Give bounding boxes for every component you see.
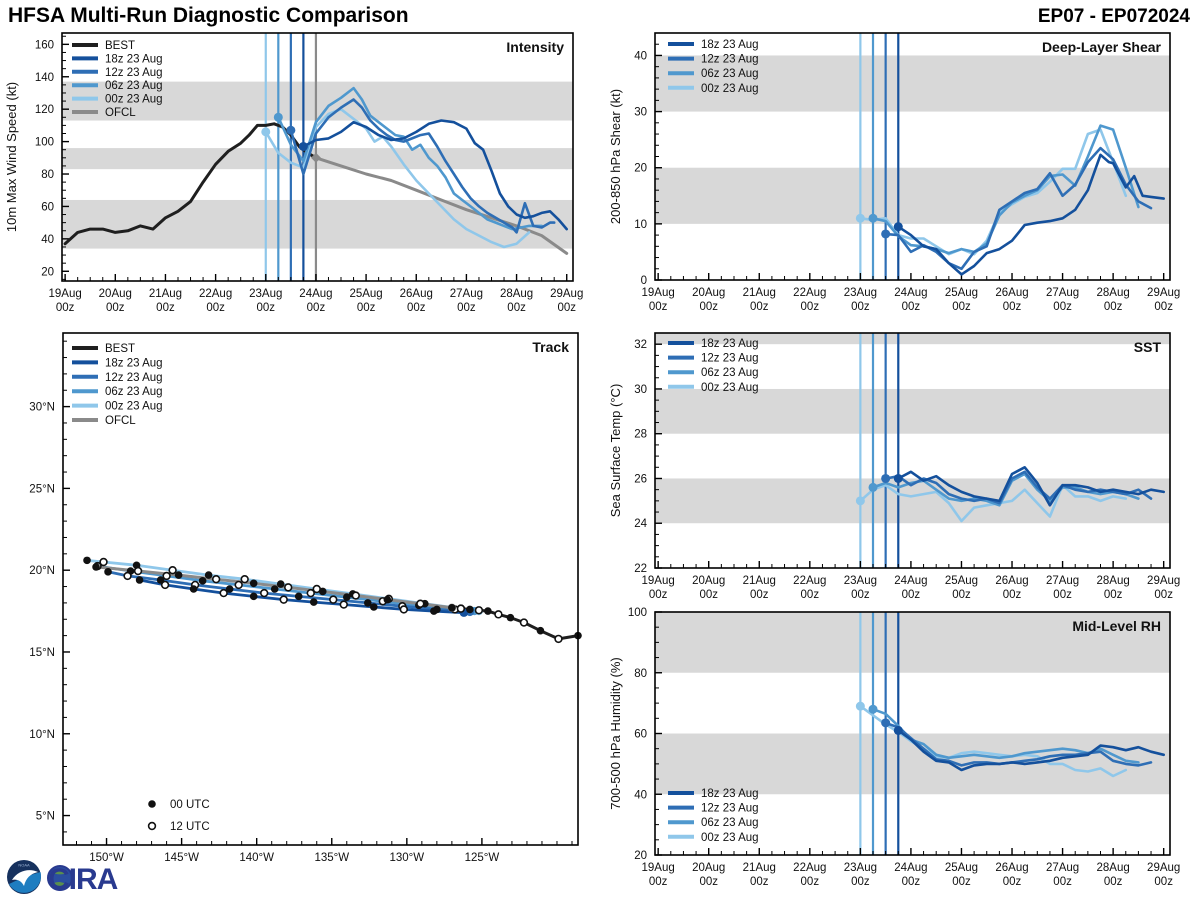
svg-text:26Aug: 26Aug <box>995 862 1029 874</box>
svg-text:00z: 00z <box>1053 589 1072 601</box>
svg-text:125°W: 125°W <box>464 852 500 864</box>
svg-text:10°N: 10°N <box>29 728 55 741</box>
svg-text:20: 20 <box>634 850 647 862</box>
svg-text:135°W: 135°W <box>314 852 350 864</box>
svg-text:20: 20 <box>41 266 54 279</box>
svg-text:0: 0 <box>640 275 647 287</box>
svg-text:00z: 00z <box>952 301 971 313</box>
svg-text:22Aug: 22Aug <box>198 288 233 300</box>
cira-logo <box>48 863 118 896</box>
svg-text:00z: 00z <box>507 302 526 314</box>
svg-text:00z: 00z <box>1053 876 1072 888</box>
footer-logos <box>4 856 164 898</box>
svg-text:Deep-Layer Shear: Deep-Layer Shear <box>1041 39 1161 55</box>
svg-text:00z: 00z <box>1154 301 1173 313</box>
svg-text:00z 23 Aug: 00z 23 Aug <box>701 82 759 95</box>
svg-text:21Aug: 21Aug <box>742 575 776 587</box>
svg-text:19Aug: 19Aug <box>641 575 675 587</box>
svg-text:28Aug: 28Aug <box>1096 575 1130 587</box>
svg-text:00z: 00z <box>356 302 376 314</box>
svg-text:15°N: 15°N <box>29 646 55 659</box>
svg-text:24Aug: 24Aug <box>894 862 928 874</box>
svg-text:00z: 00z <box>1002 301 1022 313</box>
svg-text:22Aug: 22Aug <box>793 287 827 299</box>
svg-text:BEST: BEST <box>105 40 136 52</box>
svg-text:19Aug: 19Aug <box>641 287 675 299</box>
svg-text:100: 100 <box>34 136 54 149</box>
svg-text:20Aug: 20Aug <box>98 288 132 300</box>
svg-text:30: 30 <box>634 383 647 396</box>
svg-text:00z: 00z <box>851 589 870 601</box>
rh-panel <box>608 607 1180 888</box>
shear-panel <box>608 33 1180 313</box>
svg-text:20Aug: 20Aug <box>692 862 726 874</box>
svg-text:00z 23 Aug: 00z 23 Aug <box>701 381 759 394</box>
svg-text:00z: 00z <box>800 589 820 601</box>
svg-text:00z: 00z <box>699 876 718 888</box>
svg-text:21Aug: 21Aug <box>148 288 183 300</box>
intensity-panel <box>4 33 583 314</box>
rh-legend <box>668 788 759 844</box>
svg-text:06z 23 Aug: 06z 23 Aug <box>105 386 163 399</box>
svg-text:Track: Track <box>532 339 569 355</box>
svg-text:27Aug: 27Aug <box>1045 575 1080 587</box>
svg-text:25Aug: 25Aug <box>944 862 979 874</box>
svg-text:24Aug: 24Aug <box>894 287 928 299</box>
svg-text:24Aug: 24Aug <box>894 575 928 587</box>
svg-text:20°N: 20°N <box>29 565 55 578</box>
svg-text:06z 23 Aug: 06z 23 Aug <box>701 68 759 81</box>
svg-text:30°N: 30°N <box>29 401 55 414</box>
svg-text:22: 22 <box>634 563 647 575</box>
svg-text:00z: 00z <box>699 589 718 601</box>
svg-text:BEST: BEST <box>105 343 136 355</box>
svg-text:00z 23 Aug: 00z 23 Aug <box>701 831 759 844</box>
svg-text:22Aug: 22Aug <box>793 575 827 587</box>
svg-text:26Aug: 26Aug <box>995 287 1029 299</box>
svg-text:00z: 00z <box>1002 589 1022 601</box>
svg-text:21Aug: 21Aug <box>742 862 776 874</box>
svg-text:12 UTC: 12 UTC <box>170 821 210 833</box>
svg-text:23Aug: 23Aug <box>843 575 878 587</box>
svg-text:00z: 00z <box>648 876 668 888</box>
svg-text:160: 160 <box>34 39 54 52</box>
svg-text:21Aug: 21Aug <box>742 287 776 299</box>
svg-text:00 UTC: 00 UTC <box>170 799 210 811</box>
svg-text:00z: 00z <box>749 589 769 601</box>
svg-text:24: 24 <box>634 518 647 531</box>
svg-text:30: 30 <box>634 106 647 119</box>
svg-text:25Aug: 25Aug <box>944 287 979 299</box>
svg-text:60: 60 <box>41 201 54 214</box>
svg-text:18z 23 Aug: 18z 23 Aug <box>701 39 759 51</box>
svg-text:26Aug: 26Aug <box>995 575 1029 587</box>
svg-text:29Aug: 29Aug <box>1147 575 1181 587</box>
svg-text:140: 140 <box>34 71 54 84</box>
svg-text:00z: 00z <box>901 301 921 313</box>
svg-text:25Aug: 25Aug <box>944 575 979 587</box>
svg-text:00z: 00z <box>206 302 225 314</box>
svg-text:24Aug: 24Aug <box>299 288 333 300</box>
svg-text:00z: 00z <box>457 302 476 314</box>
svg-text:Mid-Level RH: Mid-Level RH <box>1072 618 1161 634</box>
svg-text:00z: 00z <box>851 301 870 313</box>
svg-text:00z: 00z <box>306 302 326 314</box>
svg-text:145°W: 145°W <box>164 852 199 864</box>
svg-text:23Aug: 23Aug <box>843 862 878 874</box>
svg-text:12z 23 Aug: 12z 23 Aug <box>105 371 163 384</box>
svg-text:00z: 00z <box>55 302 75 314</box>
svg-text:00z: 00z <box>648 301 668 313</box>
svg-text:28Aug: 28Aug <box>499 288 534 300</box>
svg-text:00z: 00z <box>749 301 769 313</box>
svg-text:20Aug: 20Aug <box>692 575 726 587</box>
svg-text:00z: 00z <box>952 589 971 601</box>
svg-text:18z 23 Aug: 18z 23 Aug <box>105 357 163 370</box>
svg-text:19Aug: 19Aug <box>48 288 82 300</box>
svg-text:00z: 00z <box>156 302 175 314</box>
svg-text:12z 23 Aug: 12z 23 Aug <box>701 53 759 66</box>
svg-text:00z: 00z <box>1053 301 1072 313</box>
svg-text:00z 23 Aug: 00z 23 Aug <box>105 400 163 413</box>
svg-text:40: 40 <box>41 233 54 246</box>
svg-text:00z: 00z <box>648 589 668 601</box>
svg-text:06z 23 Aug: 06z 23 Aug <box>105 80 163 93</box>
svg-text:00z 23 Aug: 00z 23 Aug <box>105 93 163 106</box>
svg-text:00z: 00z <box>851 876 870 888</box>
svg-text:00z: 00z <box>557 302 577 314</box>
svg-text:00z: 00z <box>406 302 426 314</box>
sst-panel <box>608 333 1180 601</box>
svg-text:5°N: 5°N <box>35 810 55 823</box>
page-title: HFSA Multi-Run Diagnostic Comparison <box>8 4 409 27</box>
svg-text:00z: 00z <box>1154 589 1173 601</box>
svg-text:26: 26 <box>634 473 647 486</box>
sst-legend <box>668 338 759 394</box>
svg-text:06z 23 Aug: 06z 23 Aug <box>701 367 759 380</box>
cira-logo-text: CIRA <box>48 863 118 896</box>
svg-text:23Aug: 23Aug <box>843 287 878 299</box>
svg-text:00z: 00z <box>800 876 820 888</box>
svg-text:20: 20 <box>634 162 647 175</box>
svg-text:32: 32 <box>634 339 647 352</box>
svg-text:18z 23 Aug: 18z 23 Aug <box>701 338 759 350</box>
svg-text:27Aug: 27Aug <box>449 288 484 300</box>
svg-text:60: 60 <box>634 728 647 741</box>
svg-text:80: 80 <box>634 667 647 680</box>
utc-marker-legend <box>148 799 209 833</box>
svg-text:10: 10 <box>634 218 647 231</box>
svg-text:28Aug: 28Aug <box>1096 862 1130 874</box>
svg-text:140°W: 140°W <box>239 852 275 864</box>
svg-text:100: 100 <box>627 607 647 619</box>
svg-text:Sea Surface Temp (°C): Sea Surface Temp (°C) <box>608 383 623 518</box>
svg-text:26Aug: 26Aug <box>399 288 433 300</box>
svg-text:00z: 00z <box>901 589 921 601</box>
svg-text:20Aug: 20Aug <box>692 287 726 299</box>
svg-text:28: 28 <box>634 428 647 441</box>
svg-text:27Aug: 27Aug <box>1045 862 1080 874</box>
svg-text:12z 23 Aug: 12z 23 Aug <box>701 802 759 815</box>
svg-text:40: 40 <box>634 50 647 63</box>
svg-text:00z: 00z <box>1103 876 1123 888</box>
svg-text:00z: 00z <box>800 301 820 313</box>
svg-text:00z: 00z <box>1002 876 1022 888</box>
svg-text:00z: 00z <box>901 876 921 888</box>
track-legend <box>72 343 163 427</box>
svg-text:18z 23 Aug: 18z 23 Aug <box>105 53 163 66</box>
svg-text:200-850 hPa Shear (kt): 200-850 hPa Shear (kt) <box>608 88 623 225</box>
svg-text:18z 23 Aug: 18z 23 Aug <box>701 788 759 800</box>
svg-text:23Aug: 23Aug <box>249 288 283 300</box>
svg-text:00z: 00z <box>952 876 971 888</box>
svg-text:27Aug: 27Aug <box>1045 287 1080 299</box>
svg-text:NOAA: NOAA <box>18 862 30 868</box>
svg-text:29Aug: 29Aug <box>550 288 584 300</box>
svg-text:25Aug: 25Aug <box>349 288 383 300</box>
svg-text:700-500 hPa Humidity (%): 700-500 hPa Humidity (%) <box>608 657 623 810</box>
svg-text:25°N: 25°N <box>29 483 55 496</box>
svg-text:00z: 00z <box>1103 589 1123 601</box>
svg-text:00z: 00z <box>749 876 769 888</box>
svg-text:OFCL: OFCL <box>105 107 136 119</box>
svg-text:OFCL: OFCL <box>105 415 136 427</box>
svg-text:22Aug: 22Aug <box>793 862 827 874</box>
svg-text:29Aug: 29Aug <box>1147 862 1181 874</box>
svg-text:SST: SST <box>1133 339 1161 355</box>
track-panel <box>29 333 582 864</box>
svg-text:06z 23 Aug: 06z 23 Aug <box>701 817 759 830</box>
svg-text:80: 80 <box>41 169 54 182</box>
svg-text:12z 23 Aug: 12z 23 Aug <box>701 352 759 365</box>
svg-text:29Aug: 29Aug <box>1147 287 1181 299</box>
svg-text:120: 120 <box>34 104 54 117</box>
storm-id-title: EP07 - EP072024 <box>1037 6 1190 27</box>
noaa-logo <box>7 860 41 894</box>
svg-text:00z: 00z <box>1154 876 1173 888</box>
svg-text:150°W: 150°W <box>89 852 124 864</box>
svg-text:12z 23 Aug: 12z 23 Aug <box>105 66 163 79</box>
svg-text:28Aug: 28Aug <box>1096 287 1130 299</box>
svg-text:Intensity: Intensity <box>506 39 564 55</box>
svg-text:00z: 00z <box>699 301 718 313</box>
svg-text:19Aug: 19Aug <box>641 862 675 874</box>
svg-text:00z: 00z <box>1103 301 1123 313</box>
svg-text:00z: 00z <box>106 302 125 314</box>
svg-text:10m Max Wind Speed (kt): 10m Max Wind Speed (kt) <box>4 81 19 233</box>
svg-text:130°W: 130°W <box>389 852 425 864</box>
svg-text:40: 40 <box>634 789 647 802</box>
svg-text:00z: 00z <box>256 302 276 314</box>
